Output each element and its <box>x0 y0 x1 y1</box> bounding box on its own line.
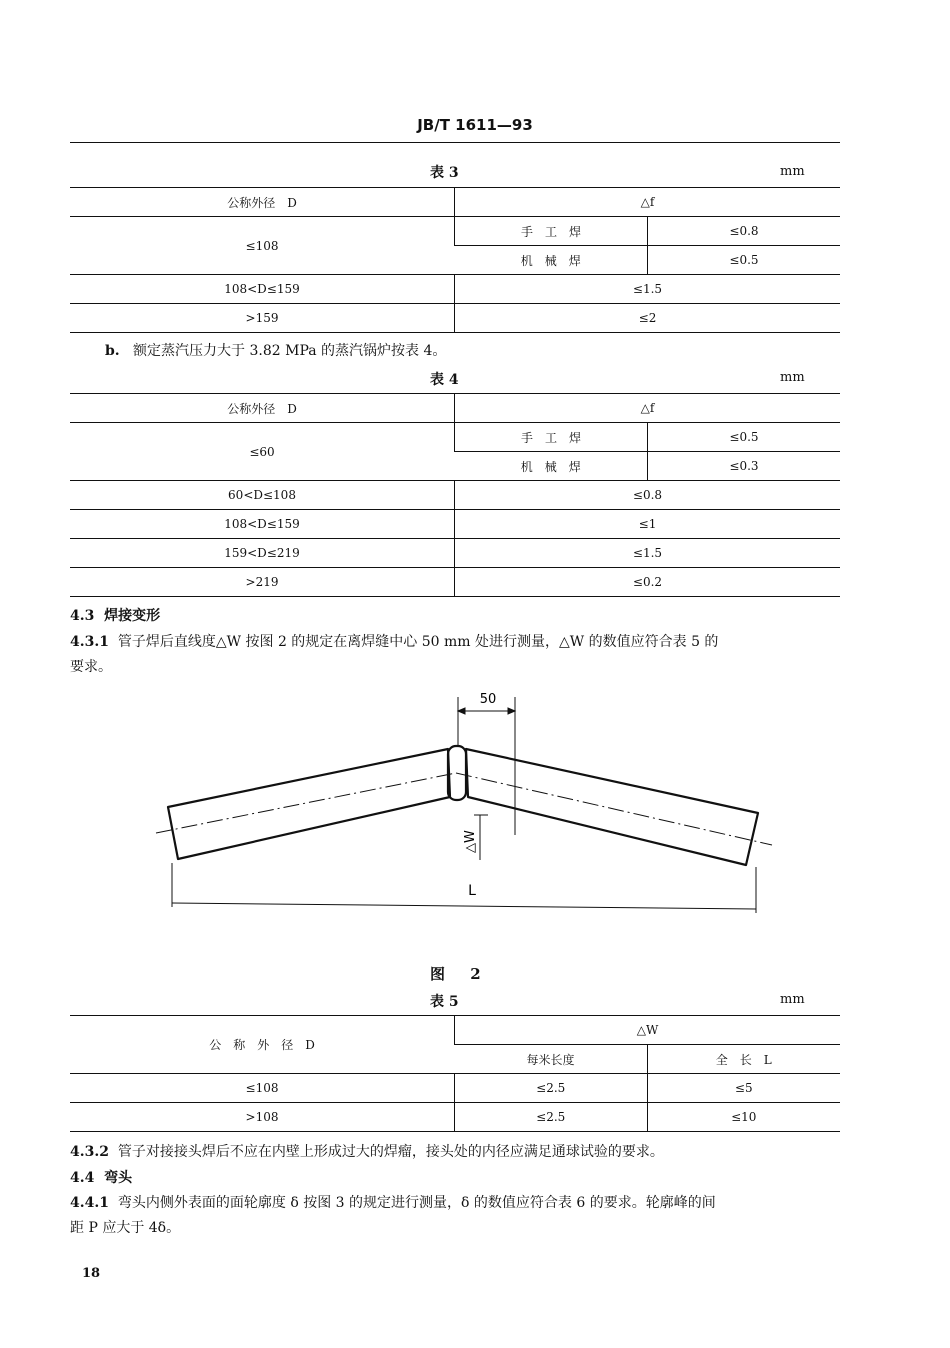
table4-title: 表 4 <box>430 372 459 388</box>
table4-cell-d: 159<D≤219 <box>70 539 455 568</box>
table3-cell-value: ≤2 <box>455 304 841 333</box>
clause-number: 4.4.1 <box>70 1195 109 1211</box>
clause-text-line2: 距 P 应大于 4δ。 <box>70 1220 181 1236</box>
paragraph-b <box>105 339 885 364</box>
table5-cell-total: ≤5 <box>647 1074 840 1103</box>
table4-cell-value: ≤0.2 <box>455 568 841 597</box>
table4-cell-d: 108<D≤159 <box>70 510 455 539</box>
standard-header: JB/T 1611—93 <box>417 116 533 134</box>
header-rule <box>70 142 840 143</box>
left-centerline <box>156 773 456 833</box>
section-4-4-heading <box>70 1166 850 1191</box>
dim-delta-w-label: △W <box>463 830 478 853</box>
table4-cell-value: ≤1.5 <box>455 539 841 568</box>
right-pipe <box>466 749 758 865</box>
table4-cell-value: ≤1 <box>455 510 841 539</box>
table4-cell-d: ≤60 <box>70 423 455 481</box>
table4-cell-value: ≤0.8 <box>455 481 841 510</box>
section-title: 弯头 <box>104 1170 133 1186</box>
table5-cell-d: >108 <box>70 1103 455 1132</box>
clause-number: 4.3.1 <box>70 634 109 650</box>
section-title: 焊接变形 <box>104 608 161 624</box>
table5-head-dw: △W <box>455 1016 841 1045</box>
paragraph-4-4-1 <box>70 1191 850 1241</box>
table3-cell-d: 108<D≤159 <box>70 275 455 304</box>
table3-cell-value: ≤0.8 <box>648 217 841 246</box>
section-number: 4.4 <box>70 1170 95 1186</box>
table3 <box>70 187 840 333</box>
table4-cell-method: 手 工 焊 <box>455 423 648 452</box>
table4-head-d: 公称外径 D <box>70 394 455 423</box>
table3-cell-value: ≤0.5 <box>648 246 841 275</box>
dim-l-label: L <box>468 883 476 899</box>
table5-unit: mm <box>780 992 805 1007</box>
table4-cell-value: ≤0.5 <box>648 423 841 452</box>
clause-text-line2: 要求。 <box>70 659 112 675</box>
dim-50-label: 50 <box>479 692 497 707</box>
table5-cell-per-m: ≤2.5 <box>455 1103 648 1132</box>
paragraph-4-3-1 <box>70 630 850 680</box>
table5-cell-d: ≤108 <box>70 1074 455 1103</box>
table5 <box>70 1015 840 1132</box>
table5-cell-per-m: ≤2.5 <box>455 1074 648 1103</box>
section-number: 4.3 <box>70 608 95 624</box>
table3-head-d: 公称外径 D <box>70 188 455 217</box>
clause-text: 管子对接接头焊后不应在内壁上形成过大的焊瘤，接头处的内径应满足通球试验的要求。 <box>117 1144 664 1160</box>
table3-head-df: △f <box>455 188 841 217</box>
table4-unit: mm <box>780 370 805 385</box>
paragraph-4-3-2 <box>70 1140 850 1165</box>
table3-cell-method: 手 工 焊 <box>455 217 648 246</box>
section-4-3-heading <box>70 604 850 629</box>
table4-head-df: △f <box>455 394 841 423</box>
figure-2-caption: 图 2 <box>430 965 491 983</box>
clause-text-line1: 弯头内侧外表面的面轮廓度 δ 按图 3 的规定进行测量，δ 的数值应符合表 6 的要求。轮廓峰的间 <box>117 1195 716 1211</box>
table5-title: 表 5 <box>430 994 459 1010</box>
table4-cell-value: ≤0.3 <box>648 452 841 481</box>
table4-cell-method: 机 械 焊 <box>455 452 648 481</box>
figure-2-drawing <box>150 685 790 925</box>
right-centerline <box>456 773 772 845</box>
table3-cell-d: >159 <box>70 304 455 333</box>
para-b-label: b. <box>105 343 120 359</box>
table5-cell-total: ≤10 <box>647 1103 840 1132</box>
table3-cell-value: ≤1.5 <box>455 275 841 304</box>
table4 <box>70 393 840 597</box>
para-b-text: 额定蒸汽压力大于 3.82 MPa 的蒸汽锅炉按表 4。 <box>133 343 447 359</box>
table5-head-d: 公 称 外 径 D <box>70 1016 455 1074</box>
page-number: 18 <box>82 1266 101 1281</box>
table3-cell-method: 机 械 焊 <box>455 246 648 275</box>
table5-subhead-per-m: 每米长度 <box>455 1045 648 1074</box>
table4-cell-d: >219 <box>70 568 455 597</box>
left-pipe <box>168 749 450 859</box>
clause-text-line1: 管子焊后直线度△W 按图 2 的规定在离焊缝中心 50 mm 处进行测量，△W 的数值应符合表 5 的 <box>117 634 719 650</box>
table3-unit: mm <box>780 164 805 179</box>
clause-number: 4.3.2 <box>70 1144 109 1160</box>
table4-cell-d: 60<D≤108 <box>70 481 455 510</box>
table3-title: 表 3 <box>430 165 459 181</box>
table3-cell-d: ≤108 <box>70 217 455 275</box>
table5-subhead-total: 全 长 L <box>647 1045 840 1074</box>
